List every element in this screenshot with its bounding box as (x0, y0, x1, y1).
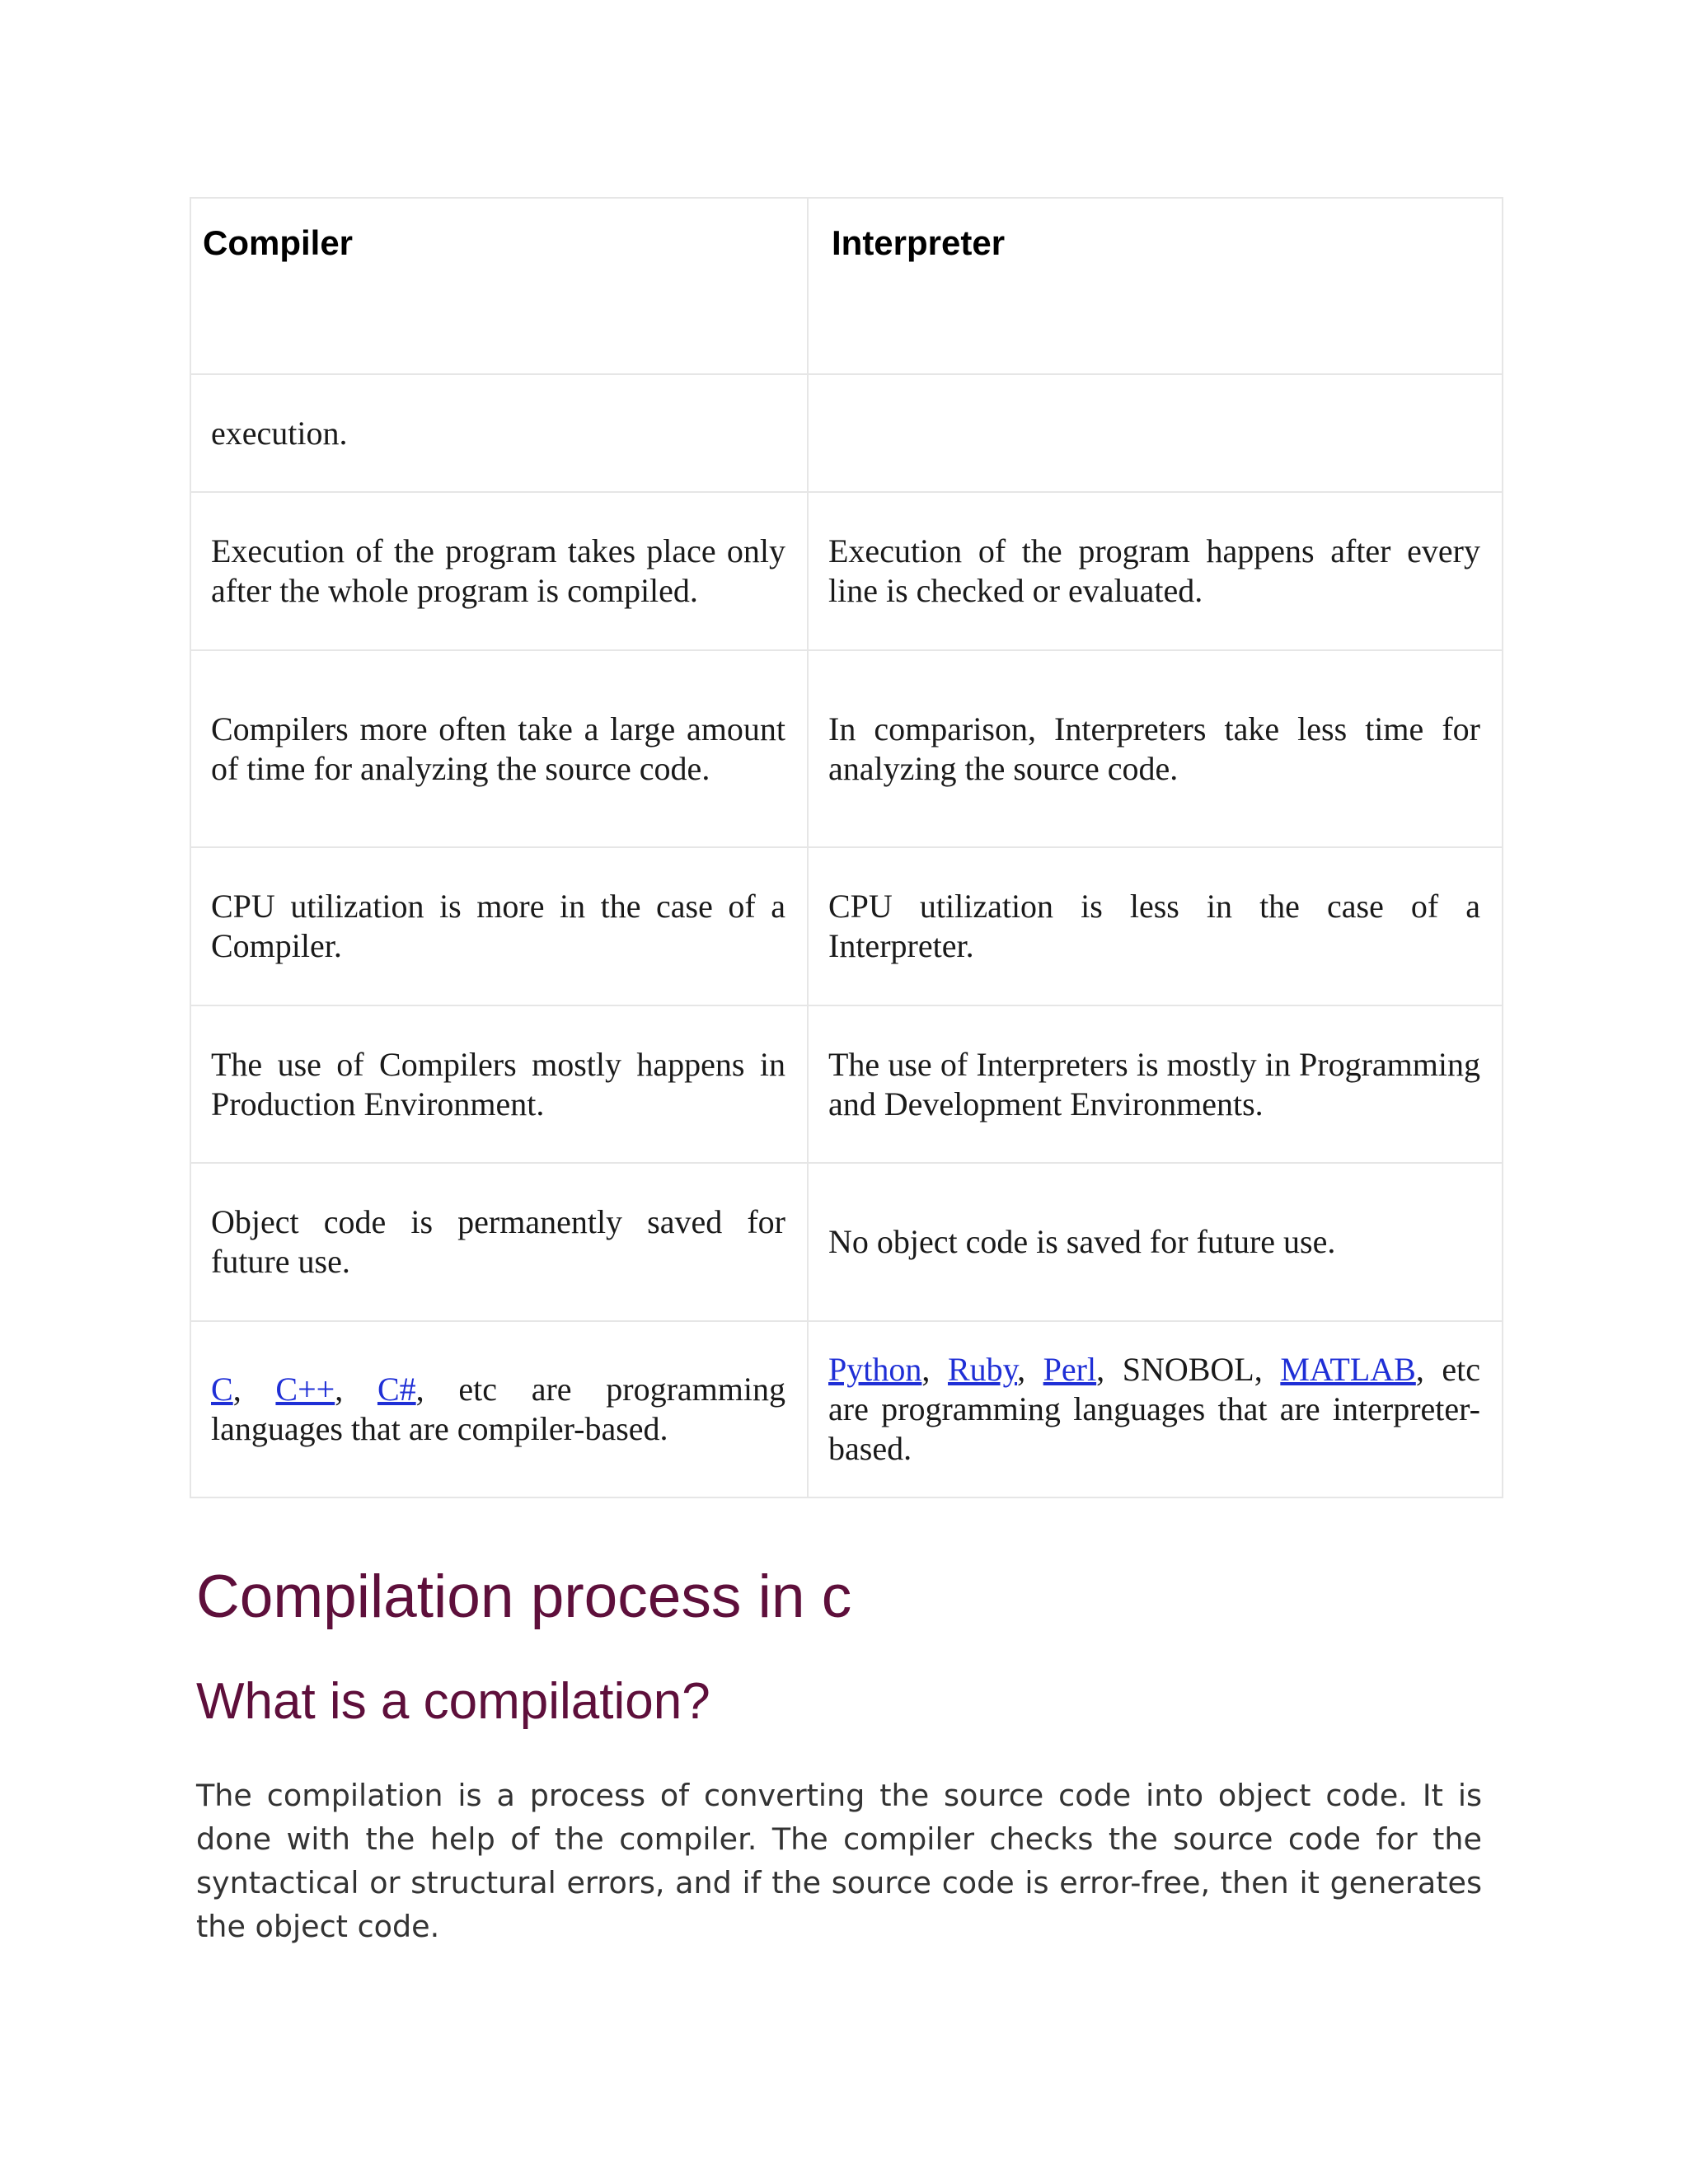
cell-interpreter-text: No object code is saved for future use. (828, 1223, 1336, 1260)
cell-compiler (190, 492, 808, 650)
cell-compiler-text: CPU utilization is more in the case of a Compiler. (211, 888, 785, 964)
cell-interpreter-text: CPU utilization is less in the case of a Interpreter. (828, 888, 1480, 964)
cell-compiler-languages-text: C, C++, C#, etc are programming languages that are compiler-based. (211, 1371, 786, 1447)
link-csharp[interactable]: C# (377, 1371, 416, 1408)
cell-interpreter-text: Execution of the program happens after every line is checked or evaluated. (828, 532, 1480, 609)
cell-compiler (190, 847, 808, 1005)
cell-compiler (190, 1005, 808, 1163)
heading-compilation-process: Compilation process in c (196, 1563, 852, 1630)
header-compiler: Compiler (190, 198, 808, 374)
table-header-row (190, 198, 1503, 374)
cell-compiler-languages (190, 1321, 808, 1497)
cell-interpreter (808, 492, 1503, 650)
cell-compiler-text: Execution of the program takes place only after the whole program is compiled. (211, 532, 785, 609)
link-c[interactable]: C (211, 1371, 233, 1408)
cell-compiler-text: execution. (211, 414, 348, 452)
cell-interpreter (808, 374, 1503, 492)
table-row (190, 492, 1503, 650)
cell-compiler-text: The use of Compilers mostly happens in Production Environment. (211, 1045, 785, 1122)
link-perl[interactable]: Perl (1043, 1351, 1097, 1388)
cell-compiler-text: Compilers more often take a large amount of time for analyzing the source code. (211, 710, 785, 787)
cell-interpreter-languages-text: Python, Ruby, Perl, SNOBOL, MATLAB, etc are programming languages that are interpreter-based. (828, 1351, 1481, 1467)
compiler-languages-rest: etc are programming languages that are compiler-based. (211, 1371, 786, 1447)
link-matlab[interactable]: MATLAB (1280, 1351, 1416, 1388)
table-row (190, 374, 1503, 492)
link-ruby[interactable]: Ruby (947, 1351, 1018, 1388)
cell-interpreter (808, 847, 1503, 1005)
cell-compiler (190, 374, 808, 492)
compilation-paragraph: The compilation is a process of converting the source code into object code. It is done with the help of the compiler. The compiler checks the source code for the syntactical or structural errors, and if the source code is error-free, then it generates the object code. (196, 1778, 1482, 1944)
interpreter-languages-rest: etc are programming languages that are interpreter-based. (828, 1351, 1481, 1467)
comparison-table (190, 197, 1503, 1498)
cell-interpreter (808, 1005, 1503, 1163)
cell-interpreter-text: The use of Interpreters is mostly in Programming and Development Environments. (828, 1045, 1480, 1122)
header-interpreter: Interpreter (808, 198, 1503, 374)
cell-interpreter-text: In comparison, Interpreters take less time for analyzing the source code. (828, 710, 1480, 787)
table-row (190, 847, 1503, 1005)
link-python[interactable]: Python (828, 1351, 922, 1388)
table-row (190, 1163, 1503, 1321)
table-row (190, 1005, 1503, 1163)
table-row (190, 650, 1503, 847)
heading-what-is-compilation: What is a compilation? (196, 1673, 710, 1730)
cell-interpreter (808, 650, 1503, 847)
interpreter-plain-snobol: SNOBOL (1122, 1351, 1254, 1388)
cell-compiler (190, 1163, 808, 1321)
link-cpp[interactable]: C++ (275, 1371, 335, 1408)
table-row-languages (190, 1321, 1503, 1497)
cell-compiler-text: Object code is permanently saved for future use. (211, 1203, 785, 1280)
cell-interpreter (808, 1163, 1503, 1321)
cell-compiler (190, 650, 808, 847)
cell-interpreter-languages (808, 1321, 1503, 1497)
